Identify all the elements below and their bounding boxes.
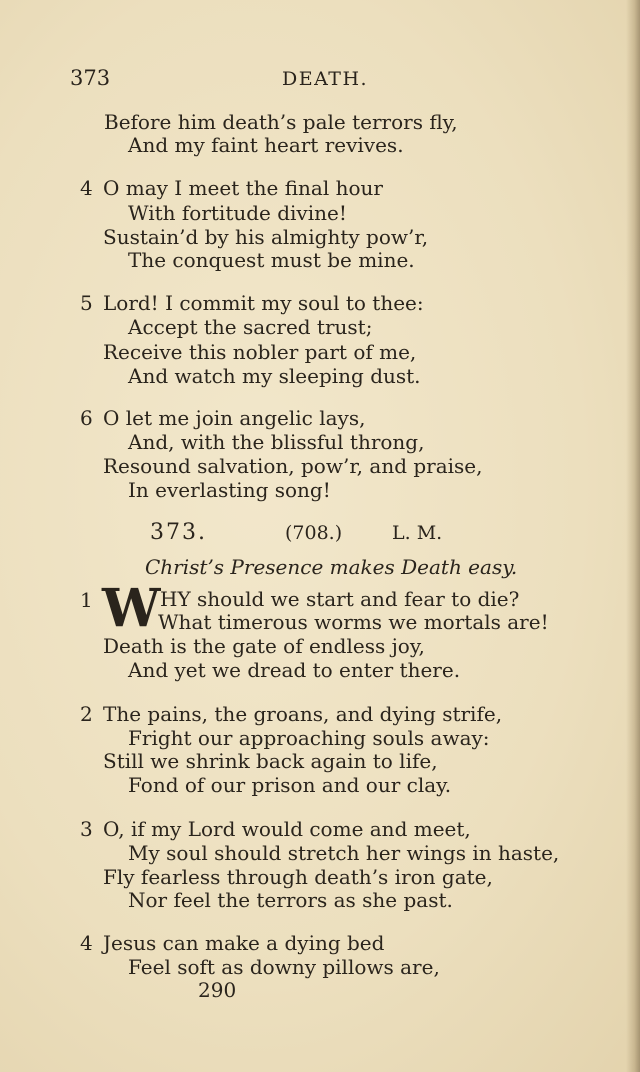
verse-line: Still we shrink back again to life, (103, 749, 438, 773)
page-header (0, 66, 640, 96)
verse-line: And my faint heart revives. (128, 133, 404, 157)
verse-line: And watch my sleeping dust. (128, 364, 421, 388)
hymn-number: 373. (150, 520, 207, 545)
verse-line: The pains, the groans, and dying strife, (103, 702, 503, 726)
verse-line: Fond of our prison and our clay. (128, 773, 452, 797)
verse-line: Jesus can make a dying bed (103, 931, 385, 955)
verse-line: And yet we dread to enter there. (128, 658, 461, 682)
verse-line: Death is the gate of endless joy, (103, 634, 425, 658)
verse-number: 5 (80, 291, 93, 315)
verse-line: O let me join angelic lays, (103, 406, 366, 430)
verse-line: Accept the sacred trust; (128, 315, 373, 339)
verse-line: Receive this nobler part of me, (103, 340, 417, 364)
verse-line: My soul should stretch her wings in haste, (128, 841, 560, 865)
verse-line: HY should we start and fear to die? (160, 587, 520, 611)
verse-line: Feel soft as downy pillows are, (128, 955, 440, 979)
hymn-reference: (708.) (285, 522, 343, 544)
verse-number: 4 (80, 176, 93, 200)
verse-number: 2 (80, 702, 93, 726)
verse-line: O, if my Lord would come and meet, (103, 817, 471, 841)
verse-line: Resound salvation, pow’r, and praise, (103, 454, 483, 478)
verse-line: With fortitude divine! (128, 201, 347, 225)
verse-number: 3 (80, 817, 93, 841)
verse-line: And, with the blissful throng, (128, 430, 425, 454)
page-number: 373 (70, 66, 111, 90)
verse-number: 1 (80, 588, 93, 612)
verse-number: 4 (80, 931, 93, 955)
verse-line: Lord! I commit my soul to thee: (103, 291, 424, 315)
verse-line: Nor feel the terrors as she past. (128, 888, 453, 912)
verse-line: The conquest must be mine. (128, 248, 415, 272)
running-title: DEATH. (282, 68, 369, 90)
verse-line: Before him death’s pale terrors fly, (104, 110, 458, 134)
folio-number: 290 (198, 978, 237, 1002)
drop-cap: W (102, 578, 155, 639)
hymn-title: Christ’s Presence makes Death easy. (145, 555, 518, 579)
verse-line: What timerous worms we mortals are! (158, 610, 549, 634)
hymn-heading (0, 520, 640, 550)
verse-number: 6 (80, 406, 93, 430)
verse-line: O may I meet the final hour (103, 176, 383, 200)
hymn-meter: L. M. (392, 522, 443, 544)
page-edge-shadow (626, 0, 640, 1072)
verse-line: In everlasting song! (128, 478, 331, 502)
verse-line: Fright our approaching souls away: (128, 726, 490, 750)
verse-line: Fly fearless through death’s iron gate, (103, 865, 493, 889)
verse-line: Sustain’d by his almighty pow’r, (103, 225, 429, 249)
